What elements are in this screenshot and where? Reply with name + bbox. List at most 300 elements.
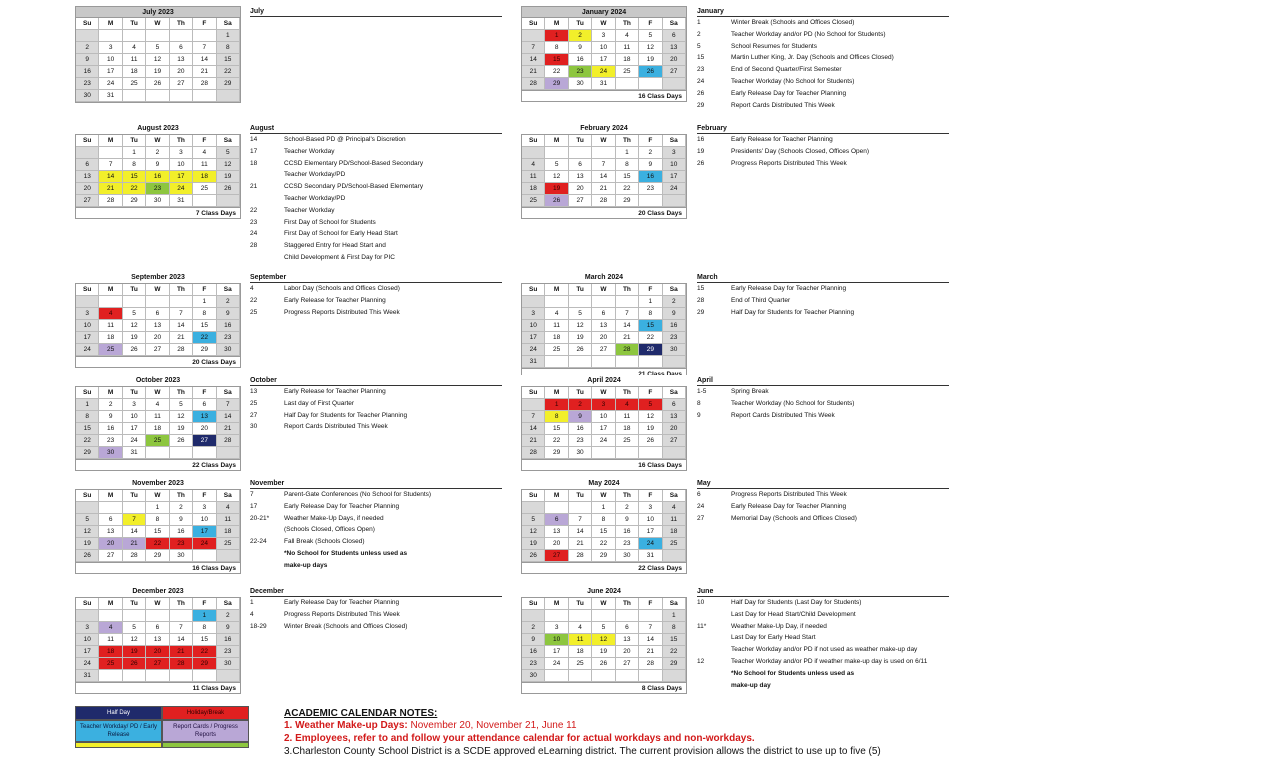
note-row — [697, 283, 949, 295]
note-row — [697, 398, 949, 410]
day-cell: 7 — [569, 514, 592, 526]
day-cell: 8 — [193, 308, 216, 320]
weekday-header: Sa — [663, 284, 686, 296]
day-cell — [639, 447, 662, 459]
day-cell: 6 — [146, 622, 169, 634]
day-cell: 10 — [639, 514, 662, 526]
day-cell: 24 — [76, 344, 99, 356]
month-notes-nov — [250, 478, 502, 572]
day-cell: 29 — [123, 195, 146, 207]
weekday-header: W — [146, 387, 169, 399]
day-cell: 5 — [170, 399, 193, 411]
weekday-header: Sa — [663, 387, 686, 399]
weekday-header: Su — [522, 490, 545, 502]
day-cell: 3 — [592, 399, 615, 411]
month-calendar-may — [521, 478, 687, 574]
day-cell: 13 — [76, 171, 99, 183]
day-cell — [569, 356, 592, 368]
month-grid — [521, 134, 687, 208]
day-cell: 17 — [99, 66, 122, 78]
day-cell — [522, 610, 545, 622]
day-cell: 1 — [76, 399, 99, 411]
weekday-header: W — [146, 490, 169, 502]
note-row — [697, 410, 949, 422]
weekday-header: M — [545, 18, 568, 30]
note-text: Early Release for Teacher Planning — [284, 388, 386, 395]
day-cell: 14 — [170, 320, 193, 332]
month-grid — [521, 283, 687, 369]
day-cell: 30 — [217, 344, 240, 356]
note-text: Martin Luther King, Jr. Day (Schools and Offices Closed) — [731, 54, 894, 62]
academic-note-elearning: 3.Charleston County School District is a SCDE approved eLearning district. The current provision allows the district to use up to five (5) — [284, 746, 881, 757]
note-row — [250, 158, 502, 170]
day-cell: 3 — [76, 622, 99, 634]
day-cell: 10 — [193, 514, 216, 526]
class-days-count: 7 Class Days — [75, 208, 241, 219]
day-cell — [99, 610, 122, 622]
day-cell: 27 — [569, 195, 592, 207]
month-title: May 2024 — [521, 478, 687, 489]
day-cell: 3 — [663, 147, 686, 159]
day-cell — [592, 670, 615, 682]
day-cell — [123, 30, 146, 42]
day-cell — [123, 296, 146, 308]
day-cell: 6 — [569, 159, 592, 171]
academic-note-weather: 1. Weather Make-up Days: November 20, November 21, June 11 — [284, 720, 577, 731]
note-date: 8 — [697, 399, 701, 407]
note-row — [250, 524, 502, 536]
note-text: Last Day for Head Start/Child Development — [731, 610, 856, 618]
weekday-header: F — [639, 490, 662, 502]
weekday-header: Th — [170, 598, 193, 610]
weekday-header: Th — [170, 490, 193, 502]
day-cell: 19 — [522, 538, 545, 550]
day-cell: 4 — [217, 502, 240, 514]
day-cell: 4 — [545, 308, 568, 320]
day-cell: 28 — [522, 78, 545, 90]
day-cell: 22 — [616, 183, 639, 195]
weekday-header: M — [545, 135, 568, 147]
month-notes-feb — [697, 123, 949, 169]
note-row — [250, 536, 502, 548]
day-cell: 27 — [616, 658, 639, 670]
day-cell: 31 — [592, 78, 615, 90]
day-cell: 1 — [663, 610, 686, 622]
day-cell: 18 — [99, 646, 122, 658]
day-cell: 4 — [663, 502, 686, 514]
day-cell: 14 — [99, 171, 122, 183]
day-cell — [569, 147, 592, 159]
day-cell: 4 — [99, 622, 122, 634]
day-cell — [592, 610, 615, 622]
day-cell: 11 — [146, 411, 169, 423]
weekday-header: Tu — [123, 18, 146, 30]
academic-calendar-notes — [284, 708, 984, 758]
note-text: End of Second Quarter/First Semester — [731, 66, 842, 74]
day-cell: 5 — [639, 30, 662, 42]
note-date: 22 — [250, 296, 258, 304]
day-cell: 24 — [663, 183, 686, 195]
notes-month-heading: August — [250, 123, 502, 134]
day-cell: 15 — [639, 320, 662, 332]
day-cell — [170, 610, 193, 622]
day-cell: 21 — [639, 646, 662, 658]
day-cell: 1 — [193, 296, 216, 308]
day-cell — [545, 502, 568, 514]
note-date: 22 — [250, 206, 258, 214]
day-cell: 12 — [170, 411, 193, 423]
note-row — [250, 134, 502, 146]
day-cell: 4 — [99, 308, 122, 320]
note-text: Report Cards Distributed This Week — [731, 101, 835, 109]
note-row — [250, 169, 502, 181]
weekday-header: W — [592, 135, 615, 147]
day-cell — [99, 296, 122, 308]
month-notes-may — [697, 478, 949, 524]
weekday-header: F — [193, 490, 216, 502]
weekday-header: Sa — [217, 598, 240, 610]
note-date: 11* — [697, 622, 707, 630]
day-cell: 12 — [217, 159, 240, 171]
day-cell — [76, 610, 99, 622]
day-cell: 4 — [146, 399, 169, 411]
note-text: Parent-Gate Conferences (No School for Students) — [284, 491, 432, 498]
day-cell: 2 — [569, 30, 592, 42]
day-cell: 29 — [193, 344, 216, 356]
note-text: Teacher Workday/PD — [284, 171, 346, 179]
weekday-header: Tu — [569, 598, 592, 610]
day-cell: 23 — [76, 78, 99, 90]
day-cell: 16 — [569, 423, 592, 435]
day-cell: 25 — [522, 195, 545, 207]
note-text: Teacher Workday and/or PD if not used as weather make-up day — [731, 646, 918, 654]
day-cell: 1 — [639, 296, 662, 308]
day-cell: 10 — [522, 320, 545, 332]
day-cell: 17 — [663, 171, 686, 183]
day-cell — [616, 356, 639, 368]
legend-swatch — [75, 742, 162, 748]
day-cell: 4 — [193, 147, 216, 159]
note-row — [697, 501, 949, 513]
day-cell: 17 — [592, 54, 615, 66]
weekday-header: Th — [170, 135, 193, 147]
weekday-header: Sa — [217, 387, 240, 399]
day-cell: 13 — [193, 411, 216, 423]
class-days-count: 22 Class Days — [75, 460, 241, 471]
day-cell: 24 — [76, 658, 99, 670]
day-cell: 10 — [76, 634, 99, 646]
note-row — [250, 252, 502, 264]
day-cell: 25 — [99, 344, 122, 356]
day-cell: 2 — [522, 622, 545, 634]
day-cell: 15 — [193, 634, 216, 646]
month-title: June 2024 — [521, 586, 687, 597]
day-cell: 24 — [639, 538, 662, 550]
day-cell: 18 — [569, 646, 592, 658]
day-cell: 13 — [545, 526, 568, 538]
day-cell: 22 — [592, 538, 615, 550]
day-cell: 7 — [522, 42, 545, 54]
note-date: 1 — [250, 599, 254, 606]
day-cell: 4 — [569, 622, 592, 634]
note-text: Last Day for Early Head Start — [731, 634, 816, 642]
weekday-header: F — [193, 135, 216, 147]
class-days-count: 20 Class Days — [521, 208, 687, 219]
note-date — [250, 524, 284, 536]
weekday-header: M — [99, 135, 122, 147]
day-cell: 5 — [76, 514, 99, 526]
weekday-header: Sa — [663, 18, 686, 30]
note-text: Winter Break (Schools and Offices Closed) — [731, 19, 855, 26]
day-cell: 30 — [76, 90, 99, 102]
day-cell — [146, 447, 169, 459]
note-row — [250, 205, 502, 217]
weekday-header: F — [193, 387, 216, 399]
note-row — [697, 64, 949, 76]
class-days-count: 20 Class Days — [75, 357, 241, 368]
color-legend — [75, 706, 249, 748]
day-cell: 11 — [522, 171, 545, 183]
day-cell: 9 — [569, 42, 592, 54]
day-cell: 12 — [522, 526, 545, 538]
day-cell — [592, 296, 615, 308]
note-text: Spring Break — [731, 388, 769, 395]
day-cell: 9 — [217, 308, 240, 320]
note-text: Presidents' Day (Schools Closed, Offices Open) — [731, 147, 870, 155]
day-cell: 30 — [569, 447, 592, 459]
day-cell: 28 — [123, 550, 146, 562]
day-cell: 24 — [99, 78, 122, 90]
notes-month-heading: September — [250, 272, 502, 283]
day-cell: 25 — [146, 435, 169, 447]
note-row — [250, 240, 502, 252]
day-cell: 5 — [569, 308, 592, 320]
month-title: October 2023 — [75, 375, 241, 386]
day-cell: 27 — [193, 435, 216, 447]
notes-month-heading: June — [697, 586, 949, 597]
day-cell: 8 — [616, 159, 639, 171]
day-cell: 6 — [616, 622, 639, 634]
day-cell: 1 — [592, 502, 615, 514]
day-cell: 21 — [569, 538, 592, 550]
day-cell: 15 — [76, 423, 99, 435]
day-cell: 27 — [545, 550, 568, 562]
month-calendar-jul — [75, 6, 241, 103]
day-cell — [217, 670, 240, 682]
month-title: February 2024 — [521, 123, 687, 134]
day-cell: 11 — [616, 42, 639, 54]
day-cell: 2 — [146, 147, 169, 159]
class-days-count: 16 Class Days — [75, 563, 241, 574]
day-cell: 18 — [616, 423, 639, 435]
weekday-header: M — [99, 284, 122, 296]
day-cell: 21 — [592, 183, 615, 195]
day-cell: 8 — [663, 622, 686, 634]
day-cell: 27 — [592, 344, 615, 356]
month-grid — [521, 386, 687, 460]
note-text: Report Cards Distributed This Week — [284, 423, 388, 431]
weekday-header: F — [639, 598, 662, 610]
day-cell: 13 — [663, 411, 686, 423]
note-text: Early Release Day for Teacher Planning — [731, 502, 847, 510]
note-text: Last day of First Quarter — [284, 399, 355, 407]
note-row — [250, 398, 502, 410]
day-cell: 10 — [123, 411, 146, 423]
month-notes-aug — [250, 123, 502, 264]
note-date: 20-21* — [250, 514, 270, 522]
day-cell: 28 — [170, 658, 193, 670]
day-cell — [569, 670, 592, 682]
notes-month-heading: February — [697, 123, 949, 134]
day-cell: 12 — [76, 526, 99, 538]
note-date: 9 — [697, 411, 701, 419]
day-cell: 11 — [99, 320, 122, 332]
day-cell: 12 — [123, 320, 146, 332]
day-cell — [99, 147, 122, 159]
day-cell: 2 — [217, 610, 240, 622]
note-text: Teacher Workday — [284, 206, 335, 214]
day-cell: 21 — [99, 183, 122, 195]
day-cell: 20 — [545, 538, 568, 550]
note-text: Progress Reports Distributed This Week — [284, 308, 400, 316]
note-date: 4 — [250, 610, 254, 618]
day-cell: 6 — [193, 399, 216, 411]
note-date: 13 — [250, 388, 258, 395]
day-cell: 9 — [663, 308, 686, 320]
month-grid — [75, 597, 241, 683]
day-cell: 10 — [76, 320, 99, 332]
day-cell — [193, 550, 216, 562]
day-cell: 1 — [217, 30, 240, 42]
day-cell: 4 — [522, 159, 545, 171]
day-cell: 13 — [146, 320, 169, 332]
note-date — [250, 169, 284, 181]
day-cell — [663, 78, 686, 90]
day-cell: 26 — [123, 344, 146, 356]
day-cell: 5 — [123, 308, 146, 320]
weekday-header: Tu — [123, 490, 146, 502]
class-days-count: 16 Class Days — [521, 460, 687, 471]
note-text: Early Release Day for Teacher Planning — [284, 599, 400, 606]
weekday-header: Th — [616, 18, 639, 30]
note-date: 27 — [697, 514, 705, 522]
weekday-header: Sa — [663, 490, 686, 502]
day-cell: 25 — [545, 344, 568, 356]
weekday-header: Th — [170, 387, 193, 399]
day-cell: 25 — [217, 538, 240, 550]
note-date: 26 — [697, 159, 705, 167]
month-title: December 2023 — [75, 586, 241, 597]
note-row — [697, 158, 949, 170]
day-cell — [123, 502, 146, 514]
day-cell: 8 — [592, 514, 615, 526]
day-cell: 16 — [217, 634, 240, 646]
note-date — [250, 193, 284, 205]
day-cell: 7 — [217, 399, 240, 411]
month-title: April 2024 — [521, 375, 687, 386]
day-cell — [545, 356, 568, 368]
day-cell: 16 — [663, 320, 686, 332]
month-notes-jun — [697, 586, 949, 691]
weekday-header: M — [545, 490, 568, 502]
note-text: Teacher Workday and/or PD (No School for Students) — [731, 30, 886, 38]
day-cell: 15 — [123, 171, 146, 183]
note-date — [697, 644, 731, 656]
weekday-header: W — [146, 284, 169, 296]
note-date: 10 — [697, 599, 705, 606]
day-cell: 18 — [522, 183, 545, 195]
day-cell: 14 — [123, 526, 146, 538]
note-text: Fall Break (Schools Closed) — [284, 538, 365, 546]
day-cell: 16 — [76, 66, 99, 78]
weekday-header: W — [592, 387, 615, 399]
day-cell — [99, 30, 122, 42]
day-cell: 7 — [99, 159, 122, 171]
note-row — [697, 656, 949, 668]
note-date — [250, 252, 284, 264]
day-cell: 8 — [639, 308, 662, 320]
month-calendar-nov — [75, 478, 241, 574]
day-cell: 14 — [592, 171, 615, 183]
note-date — [250, 548, 284, 560]
day-cell: 3 — [639, 502, 662, 514]
day-cell: 2 — [170, 502, 193, 514]
note-row — [250, 181, 502, 193]
day-cell — [217, 550, 240, 562]
day-cell: 14 — [522, 423, 545, 435]
weekday-header: M — [99, 598, 122, 610]
day-cell: 4 — [123, 42, 146, 54]
day-cell: 20 — [146, 332, 169, 344]
note-text: Half Day for Students (Last Day for Students) — [731, 599, 862, 606]
note-text: Teacher Workday (No School for Students) — [731, 399, 855, 407]
day-cell: 2 — [639, 147, 662, 159]
day-cell — [663, 195, 686, 207]
day-cell: 31 — [170, 195, 193, 207]
day-cell: 27 — [663, 66, 686, 78]
day-cell: 22 — [545, 66, 568, 78]
day-cell: 9 — [217, 622, 240, 634]
day-cell: 15 — [663, 634, 686, 646]
weekday-header: Tu — [569, 135, 592, 147]
day-cell: 25 — [123, 78, 146, 90]
day-cell: 14 — [170, 634, 193, 646]
weekday-header: Th — [616, 598, 639, 610]
note-row — [697, 632, 949, 644]
day-cell: 7 — [170, 308, 193, 320]
day-cell — [170, 670, 193, 682]
day-cell: 9 — [569, 411, 592, 423]
month-grid — [75, 283, 241, 357]
day-cell: 23 — [569, 66, 592, 78]
day-cell: 8 — [146, 514, 169, 526]
day-cell: 21 — [522, 435, 545, 447]
day-cell: 19 — [639, 54, 662, 66]
day-cell: 3 — [99, 42, 122, 54]
day-cell: 1 — [146, 502, 169, 514]
day-cell: 16 — [522, 646, 545, 658]
weekday-header: F — [193, 598, 216, 610]
day-cell: 11 — [193, 159, 216, 171]
day-cell: 11 — [99, 634, 122, 646]
day-cell: 8 — [123, 159, 146, 171]
weekday-header: Sa — [663, 598, 686, 610]
month-notes-apr — [697, 375, 949, 421]
weekday-header: Tu — [123, 387, 146, 399]
day-cell: 19 — [123, 646, 146, 658]
weekday-header: Th — [616, 490, 639, 502]
day-cell: 31 — [76, 670, 99, 682]
